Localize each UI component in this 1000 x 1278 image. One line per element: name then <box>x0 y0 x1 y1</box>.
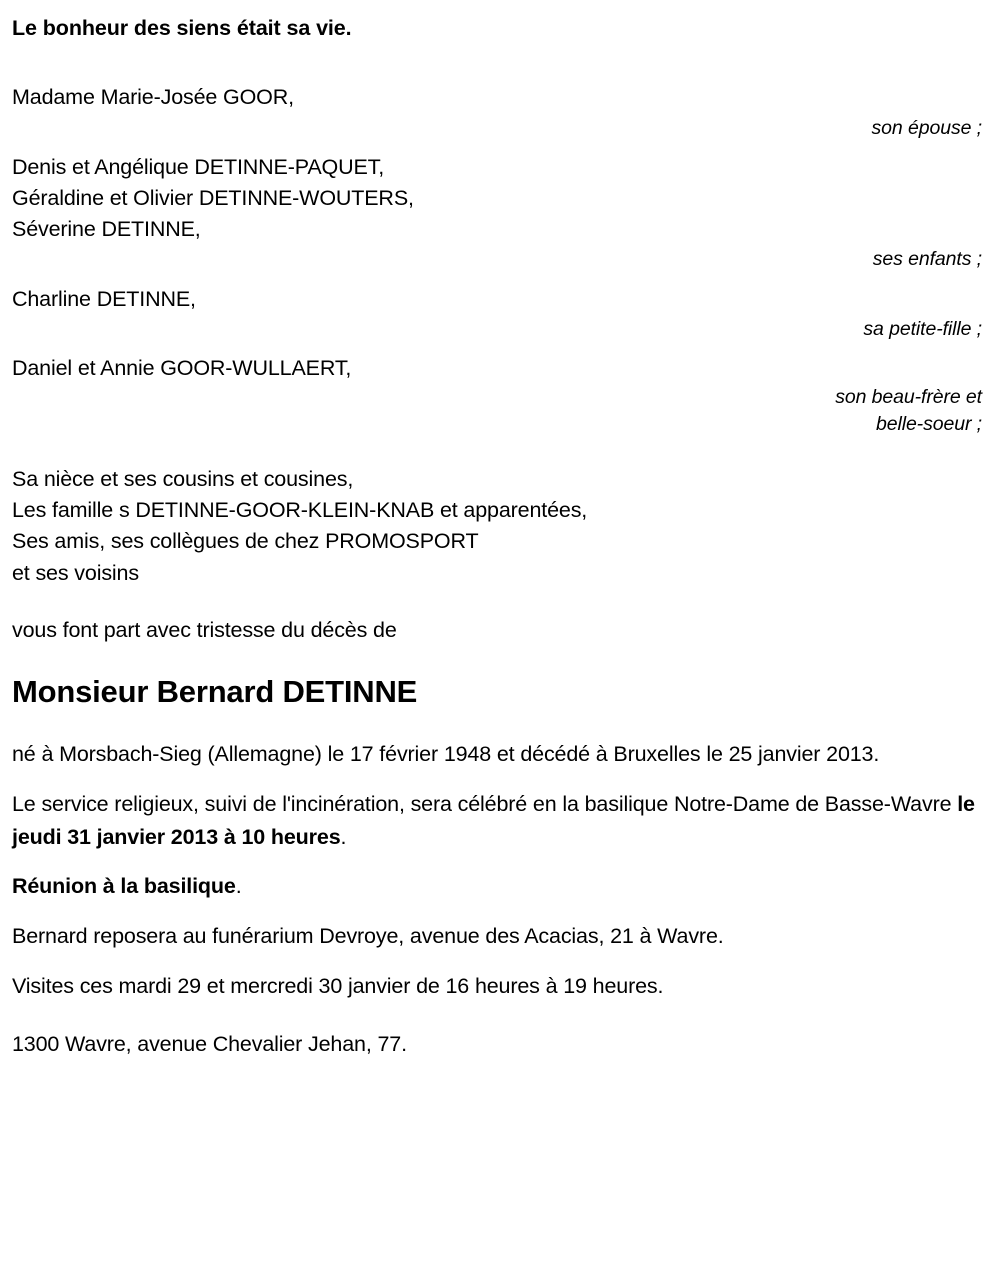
other-mourners-group <box>12 464 990 589</box>
spacer <box>12 274 990 284</box>
spacer <box>12 853 990 870</box>
relation-label: ses enfants ; <box>872 248 982 271</box>
birth-death-line-1: né à Morsbach-Sieg (Allemagne) le 17 février 1948 et décédé à Bruxelles <box>12 742 701 767</box>
service-text-after: . <box>340 824 347 849</box>
service-text-before: Le service religieux, suivi de l'incinération, sera célébré en la basilique Notre-Dame de Basse-Wavre <box>12 791 958 816</box>
mourner-name: Denis et Angélique DETINNE-PAQUET, <box>12 154 385 179</box>
announcement-verb: vous font part avec tristesse du décès de <box>12 617 397 642</box>
spacer <box>12 142 990 152</box>
mourner-name: Charline DETINNE, <box>12 286 196 311</box>
mourner-name: Géraldine et Olivier DETINNE-WOUTERS, <box>12 185 414 210</box>
mourner-name: Daniel et Annie GOOR-WULLAERT, <box>12 356 352 381</box>
repose-paragraph: Bernard reposera au funérarium Devroye, avenue des Acacias, 21 à Wavre. <box>12 923 724 948</box>
relation-label: son beau-frère et <box>835 386 982 409</box>
spacer <box>12 771 990 788</box>
family-address: 1300 Wavre, avenue Chevalier Jehan, 77. <box>12 1032 407 1057</box>
epigraph: Le bonheur des siens était sa vie. <box>12 16 352 40</box>
birth-death-paragraph <box>12 738 987 771</box>
gathering-paragraph <box>12 870 987 903</box>
mourner-name: Madame Marie-Josée GOOR, <box>12 85 294 110</box>
other-mourner-line: Les famille s DETINNE-GOOR-KLEIN-KNAB et apparentées, <box>12 498 588 523</box>
spacer <box>12 589 990 615</box>
mourner-group-in-laws <box>12 353 990 438</box>
spacer <box>12 953 990 970</box>
gathering-text-after: . <box>235 874 242 899</box>
service-datetime: le jeudi 31 janvier 2013 à 10 heures <box>12 791 975 849</box>
spacer <box>12 903 990 920</box>
visits-paragraph: Visites ces mardi 29 et mercredi 30 janvier de 16 heures à 19 heures. <box>12 973 664 998</box>
spacer <box>12 438 990 464</box>
deceased-name: Monsieur Bernard DETINNE <box>12 673 418 709</box>
mourner-group-spouse <box>12 82 990 141</box>
gathering-location: Réunion à la basilique <box>12 874 236 899</box>
mourner-group-granddaughter <box>12 284 990 343</box>
other-mourner-line: Ses amis, ses collègues de chez PROMOSPORT <box>12 529 479 554</box>
spacer <box>12 712 990 738</box>
spacer <box>12 646 990 672</box>
mourner-group-children <box>12 152 990 274</box>
mourner-name: Séverine DETINNE, <box>12 217 201 242</box>
relation-label: son épouse ; <box>871 116 982 139</box>
relation-label-continued: belle-soeur ; <box>875 413 982 436</box>
other-mourner-line: Sa nièce et ses cousins et cousines, <box>12 467 354 492</box>
spacer <box>12 343 990 353</box>
other-mourner-line: et ses voisins <box>12 560 139 585</box>
birth-death-line-2: le 25 janvier 2013. <box>706 742 880 767</box>
service-paragraph <box>12 788 987 853</box>
spacer <box>12 42 990 82</box>
spacer <box>12 1002 990 1028</box>
relation-label: sa petite-fille ; <box>863 317 982 340</box>
